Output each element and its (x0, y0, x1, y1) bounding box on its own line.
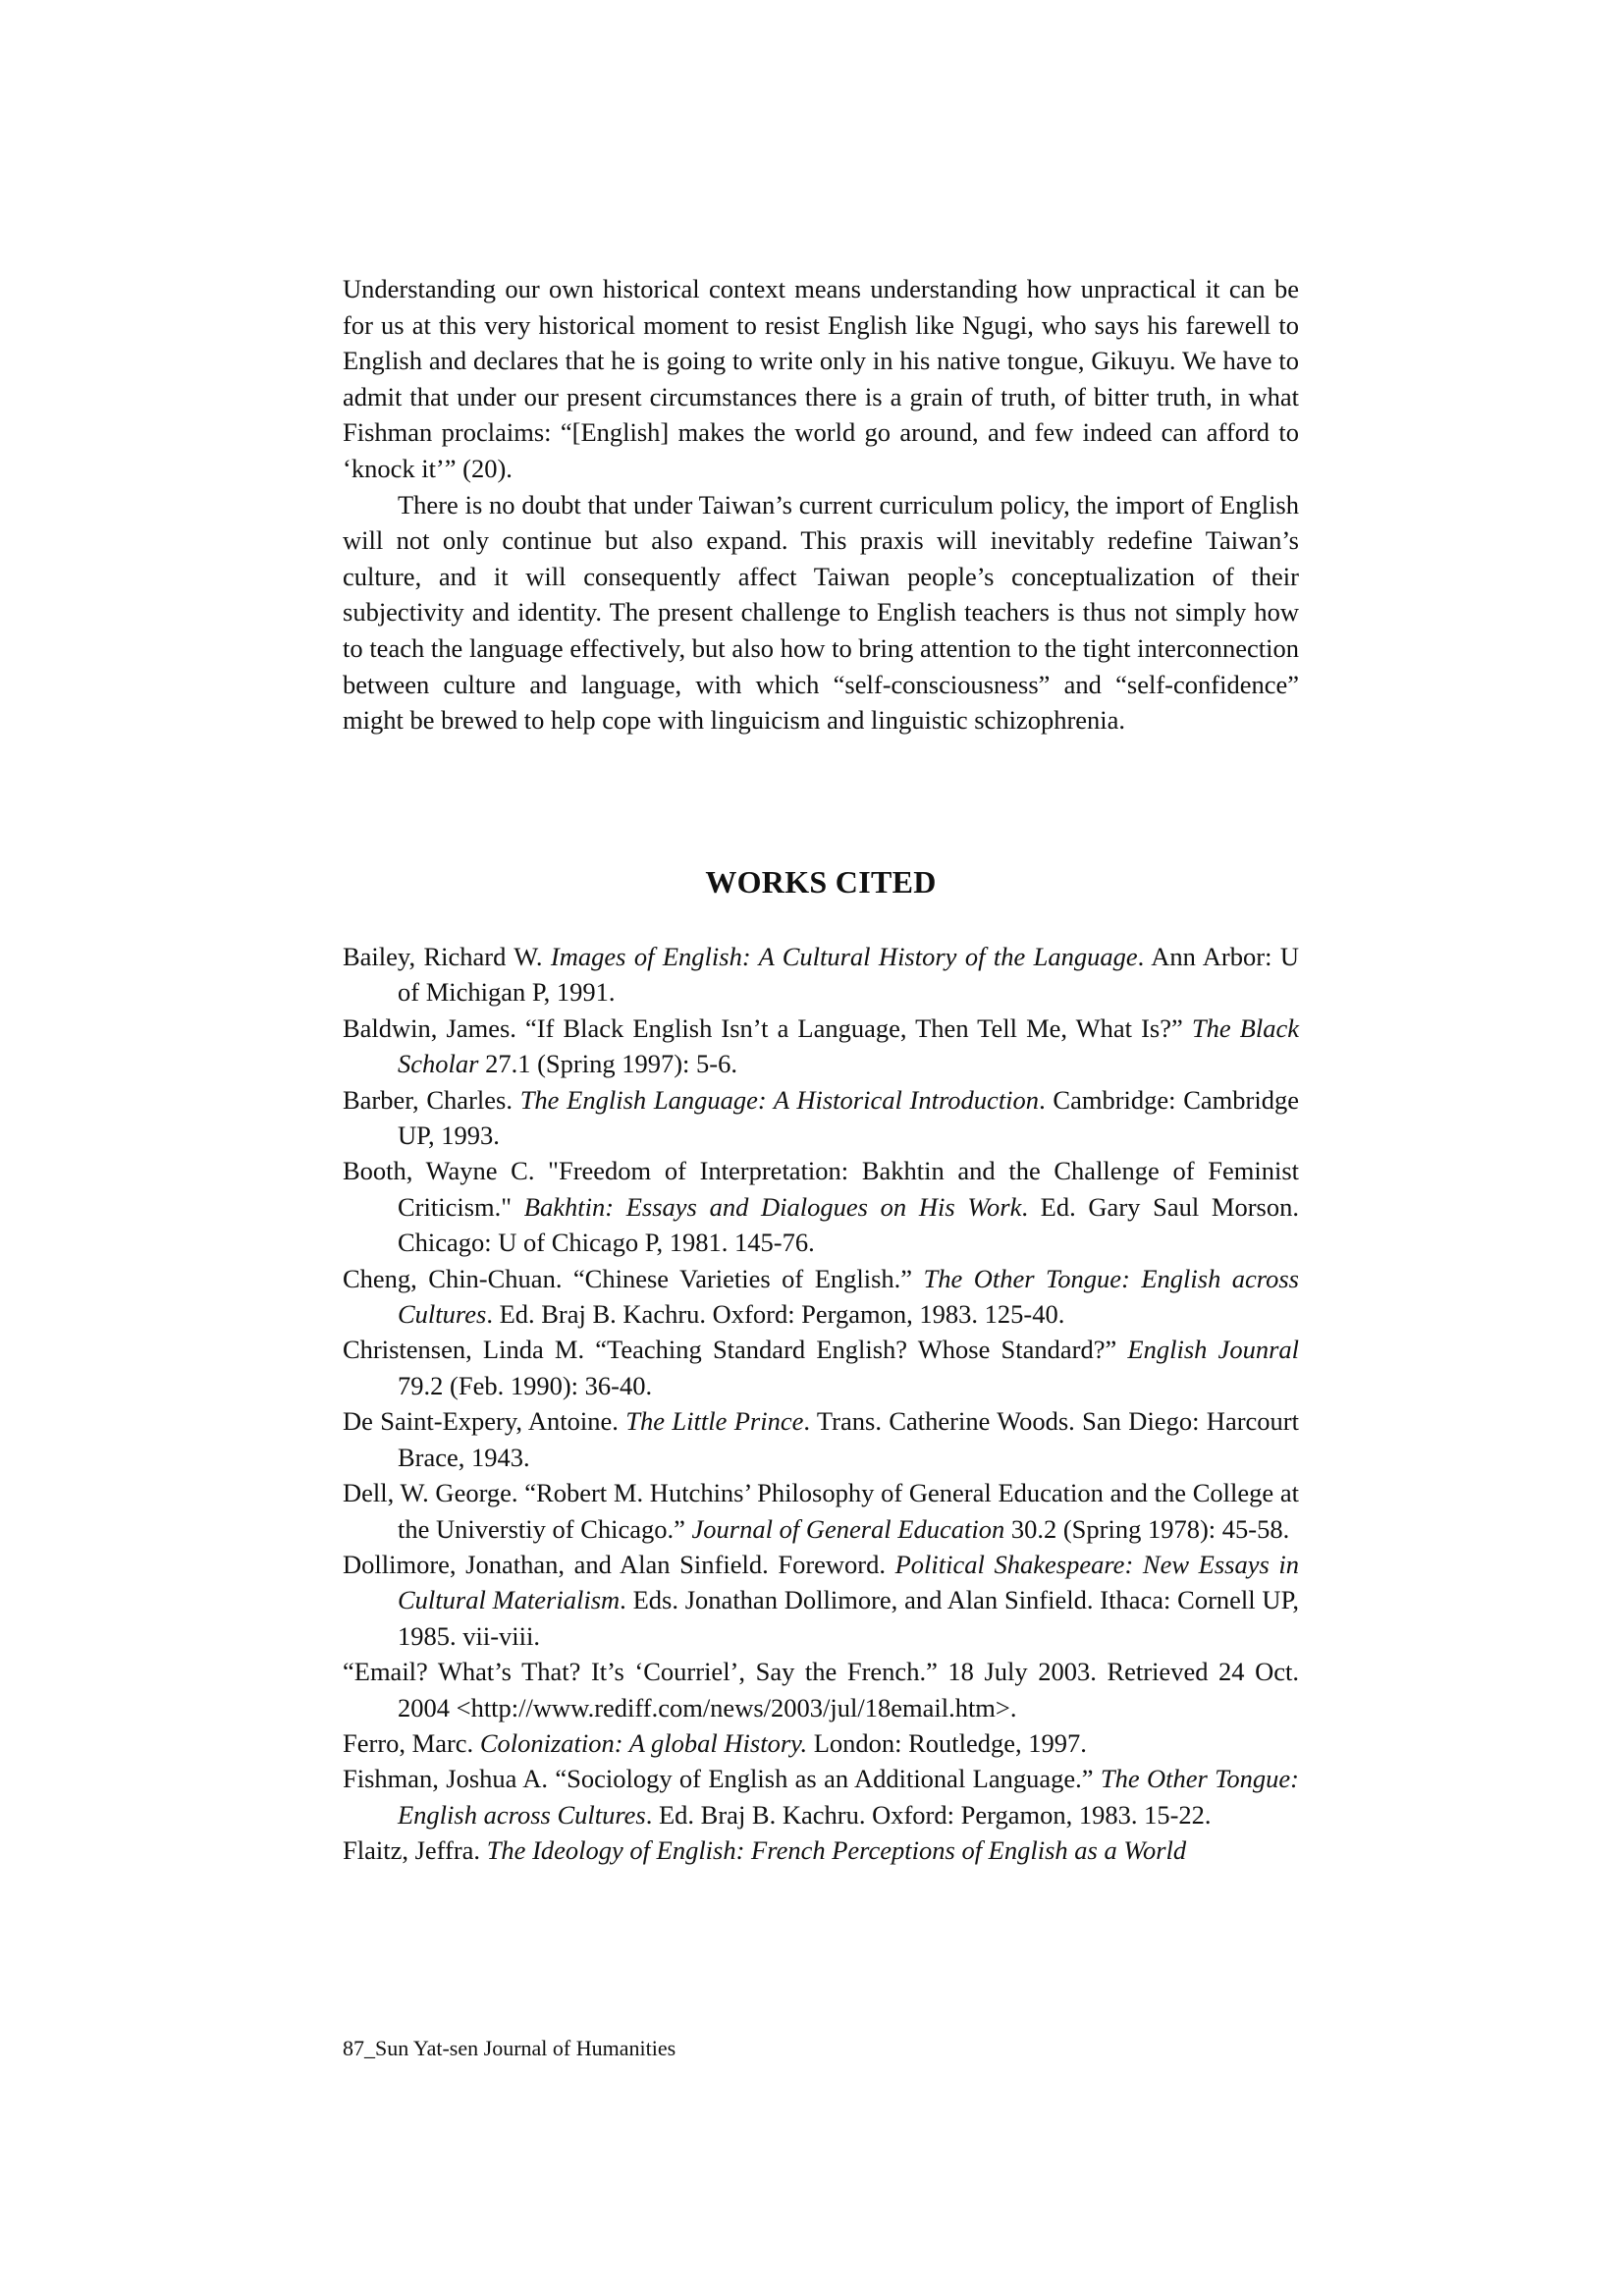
citation-text: . Cambridge: Cambridge UP, 1993. (398, 1084, 1299, 1151)
citation-text: . Ed. Braj B. Kachru. Oxford: Pergamon, 1983. 125-40. (486, 1299, 1065, 1330)
page-content (343, 271, 1300, 1866)
citation-text: London: Routledge, 1997. (807, 1727, 1087, 1758)
citation-entry (343, 1761, 1299, 1832)
citation-entry (343, 1547, 1299, 1654)
citation-text: Christensen, Linda M. “Teaching Standard English? Whose Standard?” (343, 1335, 1128, 1365)
citation-text: Bailey, Richard W. (343, 942, 551, 971)
citation-title: English Jounral (1127, 1335, 1299, 1365)
citation-title: The Ideology of English: French Perceptions of English as a World (486, 1835, 1187, 1866)
citation-text: Baldwin, James. “If Black English Isn’t a Language, Then Tell Me, What Is?” (343, 1012, 1192, 1043)
citation-entry (343, 1261, 1299, 1333)
citation-title: The English Language: A Historical Introduction (519, 1084, 1040, 1115)
citation-entry (343, 1332, 1299, 1403)
page-footer: 87_Sun Yat-sen Journal of Humanities (343, 2036, 676, 2060)
citation-entry (343, 1475, 1299, 1547)
citation-text: . Eds. Jonathan Dollimore, and Alan Sinfield. Ithaca: Cornell UP, 1985. vii-viii. (398, 1585, 1299, 1651)
citation-title: The Little Prince (625, 1406, 804, 1437)
citation-title: The Other Tongue: English across Cultures (398, 1263, 1299, 1330)
body-paragraph: Understanding our own historical context means understanding how unpractical it can be for us at this very historical moment to resist English like Ngugi, who says his farewell to English and declares that he is going to write only in his native tongue, Gikuyu. We have to admit that under our present circumstances there is a grain of truth, of bitter truth, in what Fishman proclaims: “[English] makes the world go around, and few indeed can afford to ‘knock it’” (20). (343, 274, 1299, 483)
citation-entry (343, 1654, 1299, 1725)
citation-text: Ferro, Marc. (343, 1727, 480, 1758)
citation-text: . Trans. Catherine Woods. San Diego: Harcourt Brace, 1943. (398, 1406, 1299, 1472)
citation-text: Dollimore, Jonathan, and Alan Sinfield. Foreword. (343, 1549, 895, 1579)
citation-entry (343, 1403, 1299, 1475)
citation-title: Journal of General Education (691, 1513, 1005, 1544)
citation-text: 27.1 (Spring 1997): 5-6. (478, 1049, 737, 1079)
citation-title: Political Shakespeare: New Essays in Cultural Materialism (398, 1549, 1300, 1615)
citation-entry (343, 1725, 1299, 1761)
citation-entry (343, 1153, 1299, 1260)
works-cited-heading: WORKS CITED (705, 864, 937, 900)
citation-text: Cheng, Chin-Chuan. “Chinese Varieties of English.” (343, 1263, 924, 1293)
citation-text: Flaitz, Jeffra. (343, 1835, 487, 1866)
citation-text: Fishman, Joshua A. “Sociology of English as an Additional Language.” (343, 1764, 1101, 1794)
citation-text: Booth, Wayne C. "Freedom of Interpretation: Bakhtin and the Challenge of Feminist Criticism." (343, 1156, 1299, 1222)
works-cited-list (343, 939, 1299, 1869)
citation-title: Colonization: A global History. (479, 1727, 808, 1758)
body-paragraph: There is no doubt that under Taiwan’s current curriculum policy, the import of English will not only continue but also expand. This praxis will inevitably redefine Taiwan’s culture, and it will consequently affect Taiwan people’s conceptualization of their subjectivity and identity. The present challenge to English teachers is thus not simply how to teach the language effectively, but also how to bring attention to the tight interconnection between culture and language, with which “self-consciousness” and “self-confidence” might be brewed to help cope with linguicism and linguistic schizophrenia. (343, 489, 1299, 736)
citation-title: Bakhtin: Essays and Dialogues on His Work (523, 1191, 1022, 1222)
citation-title: Images of English: A Cultural History of the Language (550, 942, 1138, 971)
citation-text: Barber, Charles. (343, 1084, 520, 1115)
citation-text: . Ed. Braj B. Kachru. Oxford: Pergamon, 1983. 15-22. (645, 1799, 1212, 1830)
citation-title: The Other Tongue: English across Cultures (398, 1764, 1300, 1830)
citation-entry (343, 1832, 1299, 1868)
citation-entry (343, 1082, 1299, 1154)
citation-text: De Saint-Expery, Antoine. (343, 1406, 626, 1437)
citation-entry (343, 1011, 1299, 1082)
citation-text: 30.2 (Spring 1978): 45-58. (1004, 1513, 1290, 1544)
citation-text: “Email? What’s That? It’s ‘Courriel’, Say the French.” 18 July 2003. Retrieved 24 Oct. 2004 <http://www.rediff.com/news/2003/jul/18email.htm>. (343, 1657, 1299, 1722)
citation-text: . Ed. Gary Saul Morson. Chicago: U of Chicago P, 1981. 145-76. (398, 1191, 1299, 1258)
citation-text: . Ann Arbor: U of Michigan P, 1991. (398, 942, 1299, 1008)
citation-title: The Black Scholar (398, 1012, 1299, 1079)
citation-entry (343, 939, 1299, 1011)
citation-text: Dell, W. George. “Robert M. Hutchins’ Philosophy of General Education and the College at the Universtiy of Chicago.” (343, 1478, 1299, 1544)
citation-text: 79.2 (Feb. 1990): 36-40. (398, 1370, 653, 1400)
